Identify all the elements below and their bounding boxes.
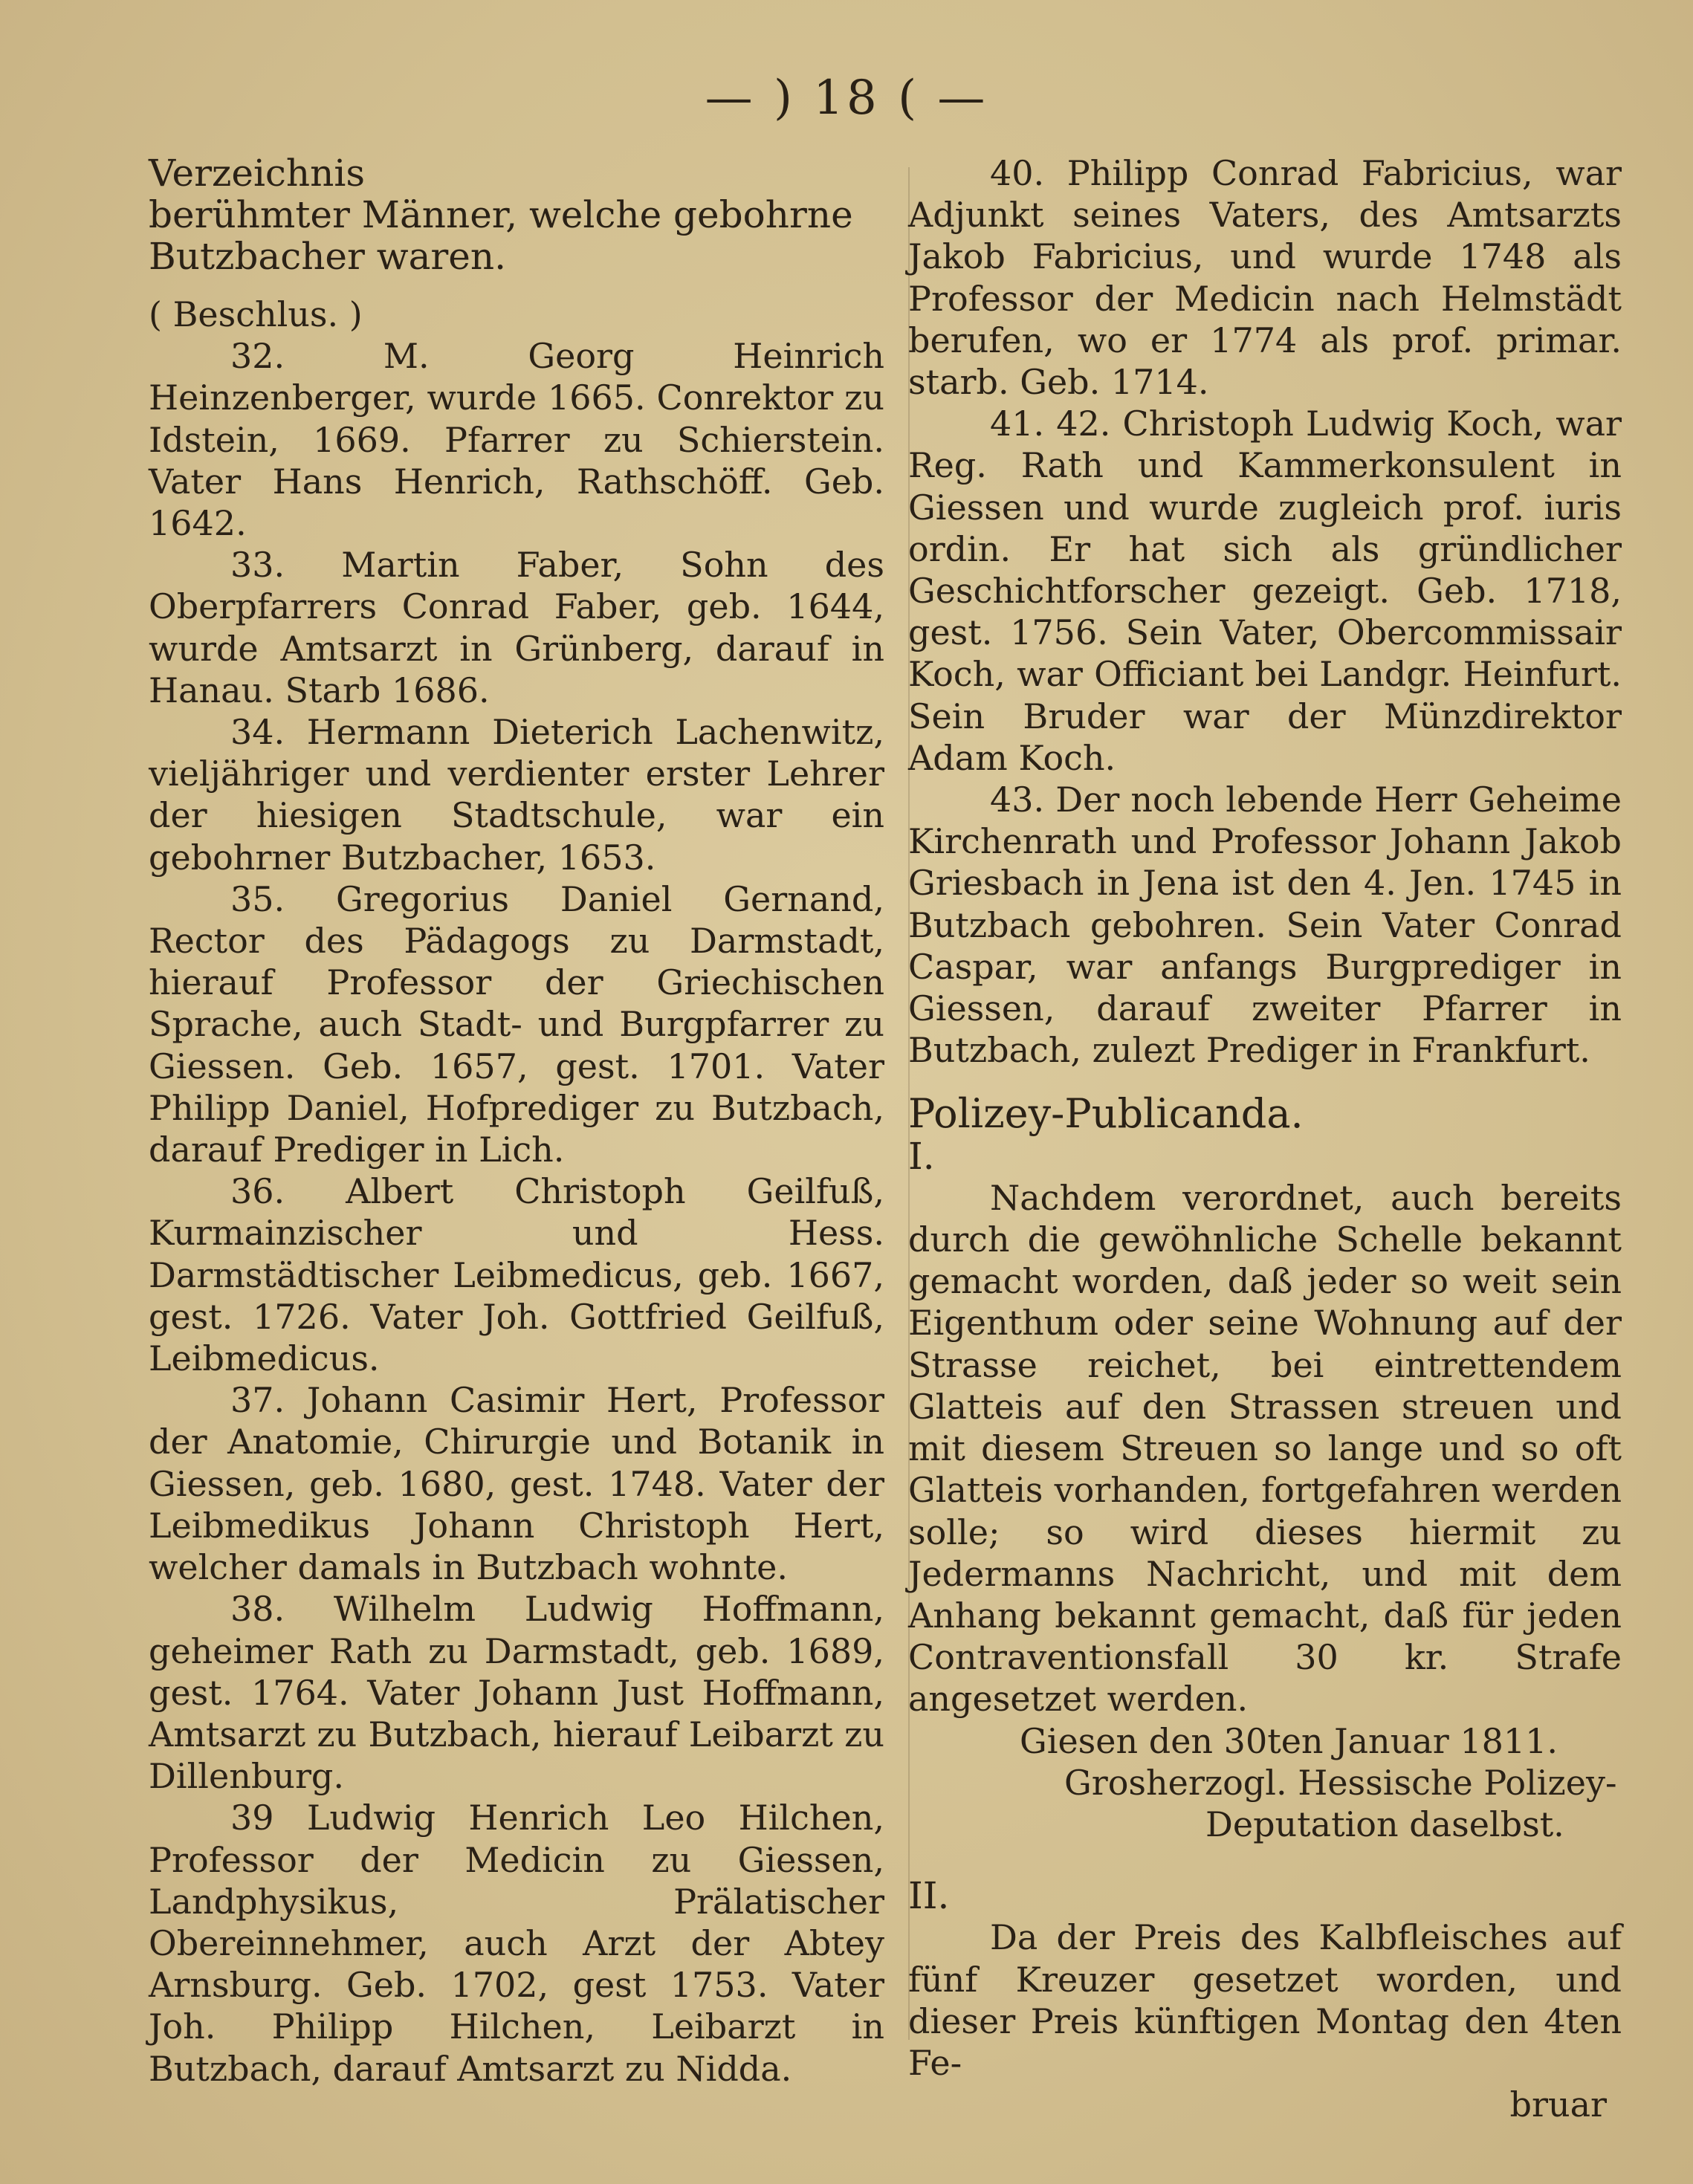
entry-43: 43. Der noch lebende Herr Geheime Kirchenrath und Professor Johann Jakob Griesbach in Jena ist den 4. Jen. 1745 in Butzbach gebohren. Sein Vater Conrad Caspar, war anfangs Burgprediger in Giessen, darauf zweiter Pfarrer in Butzbach, zulezt Prediger in Frankfurt.: [908, 780, 1622, 1071]
notice-1-signature-1: Grosherzogl. Hessische Polizey-: [1064, 1762, 1617, 1803]
entry-38: 38. Wilhelm Ludwig Hoffmann, geheimer Rath zu Darmstadt, geb. 1689, gest. 1764. Vater Johann Just Hoffmann, Amtsarzt zu Butzbach, hierauf Leibarzt zu Dillenburg.: [149, 1589, 884, 1797]
entry-39: 39 Ludwig Henrich Leo Hilchen, Professor der Medicin zu Giessen, Landphysikus, Prälatischer Obereinnehmer, auch Arzt der Abtey Arnsburg. Geb. 1702, gest 1753. Vater Joh. Philipp Hilchen, Leibarzt in Butzbach, darauf Amtsarzt zu Nidda.: [149, 1798, 884, 2089]
entry-35: 35. Gregorius Daniel Gernand, Rector des Pädagogs zu Darmstadt, hierauf Professor der Griechischen Sprache, auch Stadt- und Burgpfarrer zu Giessen. Geb. 1657, gest. 1701. Vater Philipp Daniel, Hofprediger zu Butzbach, darauf Prediger in Lich.: [149, 878, 884, 1170]
list-title-line-1: Verzeichnis: [149, 152, 365, 195]
entry-41-42: 41. 42. Christoph Ludwig Koch, war Reg. Rath und Kammerkonsulent in Giessen und wurde zugleich prof. iuris ordin. Er hat sich als gründlicher Geschichtforscher gezeigt. Geb. 1718, gest. 1756. Sein Vater, Obercommissair Koch, war Officiant bei Landgr. Heinfurt. Sein Bruder war der Münzdirektor Adam Koch.: [908, 404, 1622, 778]
page-number: — ) 18 ( —: [705, 71, 988, 126]
notice-1-place-date: Giesen den 30ten Januar 1811.: [1020, 1720, 1558, 1761]
notice-2-number: II.: [908, 1874, 950, 1918]
left-column: [149, 152, 884, 2090]
list-title-line-3: Butzbacher waren.: [149, 235, 506, 278]
entry-37: 37. Johann Casimir Hert, Professor der Anatomie, Chirurgie und Botanik in Giessen, geb. 1680, gest. 1748. Vater der Leibmedikus Johann Christoph Hert, welcher damals in Butzbach wohnte.: [149, 1380, 884, 1588]
entry-32: 32. M. Georg Heinrich Heinzenberger, wurde 1665. Conrektor zu Idstein, 1669. Pfarrer zu Schierstein. Vater Hans Henrich, Rathschöff. Geb. 1642.: [149, 336, 884, 544]
notice-1-number: I.: [908, 1134, 935, 1178]
entry-36: 36. Albert Christoph Geilfuß, Kurmainzischer und Hess. Darmstädtischer Leibmedicus, geb. 1667, gest. 1726. Vater Joh. Gottfried Geilfuß, Leibmedicus.: [149, 1171, 884, 1379]
entry-40: 40. Philipp Conrad Fabricius, war Adjunkt seines Vaters, des Amtsarzts Jakob Fabricius, und wurde 1748 als Professor der Medicin nach Helmstädt berufen, wo er 1774 als prof. primar. starb. Geb. 1714.: [908, 153, 1622, 403]
right-column: [908, 152, 1622, 2125]
notice-1-text: Nachdem verordnet, auch bereits durch die gewöhnliche Schelle bekannt gemacht worden, daß jeder so weit sein Eigenthum oder seine Wohnung auf der Strasse reichet, bei eintrettendem Glatteis auf den Strassen streuen und mit diesem Streuen so lange und so oft Glatteis vorhanden, fortgefahren werden solle; so wird dieses hiermit zu Jedermanns Nachricht, und mit dem Anhang bekannt gemacht, daß für jeden Contraventionsfall 30 kr. Strafe angesetzet werden.: [908, 1177, 1622, 1720]
notice-1-signature-2: Deputation daselbst.: [1205, 1804, 1564, 1844]
list-subtitle: ( Beschlus. ): [149, 294, 363, 334]
entry-34: 34. Hermann Dieterich Lachenwitz, vieljähriger und verdienter erster Lehrer der hiesigen Stadtschule, war ein gebohrner Butzbacher, 1653.: [149, 712, 884, 878]
notice-2-text: Da der Preis des Kalbfleisches auf fünf Kreuzer gesetzet worden, und dieser Preis künftigen Montag den 4ten Fe-: [908, 1917, 1622, 2083]
section-title: Polizey-Publicanda.: [908, 1090, 1304, 1138]
entry-33: 33. Martin Faber, Sohn des Oberpfarrers Conrad Faber, geb. 1644, wurde Amtsarzt in Grünberg, darauf in Hanau. Starb 1686.: [149, 545, 884, 710]
catchword: bruar: [1509, 2084, 1607, 2125]
list-title-line-2: berühmter Männer, welche gebohrne: [149, 193, 853, 236]
